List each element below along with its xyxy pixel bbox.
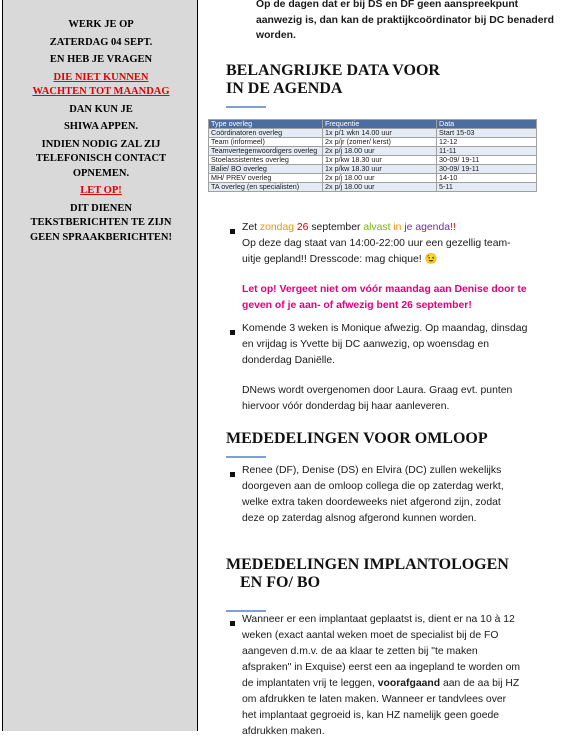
body-line: Wanneer er een implantaat geplaatst is, dient er na 10 à 12 <box>242 614 515 625</box>
body-line: welke extra taken doordeweeks niet afgerond zijn, zodat <box>242 497 501 508</box>
table-row <box>209 183 537 192</box>
table-cell: 30-09/ 19-11 <box>437 165 537 174</box>
agenda-heading-line1: BELANGRIJKE DATA VOOR <box>226 62 440 79</box>
table-cell: Coördinatoren overleg <box>209 129 323 138</box>
bullet-marker <box>230 621 235 626</box>
save-word: zondag <box>259 222 294 233</box>
save-word: Zet <box>242 222 258 233</box>
sidebar-line-warning: WACHTEN TOT MAANDAG <box>32 86 170 97</box>
sidebar-line: ZATERDAG 04 SEPT. <box>49 36 153 48</box>
text-span: aan de aa bij HZ <box>443 678 520 689</box>
omloop-heading: MEDEDELINGEN VOOR OMLOOP <box>226 430 488 447</box>
body-line: en vrijdag is Yvette bij DC aanwezig, op woensdag en <box>242 339 490 350</box>
agenda-table-wrap <box>208 119 537 192</box>
body-line: hiervoor vóór donderdag bij haar aanleveren. <box>242 401 450 412</box>
sidebar-line: EN HEB JE VRAGEN <box>49 54 153 65</box>
bullet-marker <box>230 229 235 234</box>
implant-section-header <box>226 556 509 592</box>
table-cell: Start 15-03 <box>437 129 537 138</box>
agenda-section-header <box>226 62 440 98</box>
sidebar-let-op: LET OP! <box>80 185 122 196</box>
section-divider <box>226 456 266 458</box>
table-cell: Teamvertegenwoordigers overleg <box>209 147 323 156</box>
agenda-table <box>208 119 537 192</box>
implant-heading-line1: MEDEDELINGEN IMPLANTOLOGEN <box>226 556 509 573</box>
sidebar-line: DIT DIENEN <box>70 202 132 214</box>
implant-item <box>242 612 556 740</box>
body-line: Komende 3 weken is Monique afwezig. Op maandag, dinsdag <box>242 323 528 334</box>
body-line: weken (exact aantal weken moet de specialist bij de FO <box>242 630 499 641</box>
intro-block <box>256 0 556 44</box>
save-word: je agenda! <box>404 222 453 233</box>
body-line: afspraken" in Exquise) eerst een aa ingepland te worden om <box>242 662 521 673</box>
sidebar-panel <box>2 0 198 731</box>
body-line: donderdag Daniëlle. <box>242 355 336 366</box>
sidebar-line: INDIEN NODIG ZAL ZIJ <box>41 138 161 150</box>
table-cell: TA overleg (en specialisten) <box>209 183 323 192</box>
implant-heading-line2: EN FO/ BO <box>240 574 321 591</box>
body-line-mixed <box>242 676 556 692</box>
save-word: september <box>311 222 361 233</box>
sidebar-line: GEEN SPRAAKBERICHTEN! <box>29 231 173 243</box>
agenda-heading-line2: IN DE AGENDA <box>226 80 343 97</box>
save-word: ! <box>452 222 456 233</box>
table-header-cell: Type overleg <box>209 120 323 129</box>
table-header-cell: Frequentie <box>323 120 437 129</box>
alert-line: Let op! Vergeet niet om vóór maandag aan Denise door te <box>242 284 527 295</box>
body-line: doorgeven aan de omloop collega die op zaterdag werkt, <box>242 481 504 492</box>
absence-item <box>242 321 556 415</box>
body-line: aangeven d.m.v. de aa klaar te zetten bij "te maken <box>242 646 478 657</box>
table-cell: 1x p/1 wkn 14.00 uur <box>323 129 437 138</box>
body-line: Renee (DF), Denise (DS) en Elvira (DC) zullen wekelijks <box>242 465 502 476</box>
table-cell: 5-11 <box>437 183 537 192</box>
sidebar-line: DAN KUN JE <box>69 103 133 115</box>
table-cell: Stoelassistentes overleg <box>209 156 323 165</box>
omloop-item <box>242 463 556 527</box>
sidebar-line: OPNEMEN. <box>72 167 130 179</box>
table-cell: 2x p/j 18.00 uur <box>323 174 437 183</box>
text-span: de implantaten vrij te leggen, <box>242 678 375 689</box>
body-line: het implantaat gegroeid is, kan HZ namelijk geen goede <box>242 710 500 721</box>
table-cell: MH/ PREV overleg <box>209 174 323 183</box>
section-divider <box>226 106 266 108</box>
table-header-cell: Data <box>437 120 537 129</box>
table-cell: 2x p/j 18.00 uur <box>323 147 437 156</box>
table-cell: 14-10 <box>437 174 537 183</box>
sidebar-notice <box>7 18 195 245</box>
sidebar-line: TELEFONISCH CONTACT <box>35 153 167 164</box>
sidebar-line-warning: DIE NIET KUNNEN <box>53 71 149 83</box>
bullet-marker <box>230 330 235 335</box>
save-word: in <box>393 222 402 233</box>
emphasis-span: voorafgaand <box>377 678 441 689</box>
body-line: om afdrukken te laten maken. Wanneer er tandvlees over <box>242 694 507 705</box>
table-cell: 11-11 <box>437 147 537 156</box>
sidebar-line: WERK JE OP <box>68 19 134 30</box>
table-cell: 2x p/j 18.00 uur <box>323 183 437 192</box>
save-word: alvast <box>363 222 391 233</box>
save-the-date-line <box>242 220 556 236</box>
body-line: uitje gepland!! Dresscode: mag chique! 😉 <box>242 254 438 265</box>
intro-text: Op de dagen dat er bij DS en DF geen aanspreekpunt aanwezig is, dan kan de praktijkcoördinator bij DC benaderd worden. <box>256 0 554 41</box>
team-outing-item <box>242 220 556 314</box>
table-cell: Balie/ BO overleg <box>209 165 323 174</box>
body-line: DNews wordt overgenomen door Laura. Graag evt. punten <box>242 385 513 396</box>
sidebar-line: TEKSTBERICHTEN TE ZIJN <box>30 217 172 228</box>
save-word: 26 <box>296 222 309 233</box>
body-line: Op deze dag staat van 14:00-22:00 uur een gezellig team- <box>242 238 511 249</box>
alert-line: geven of je aan- of afwezig bent 26 september! <box>242 300 472 311</box>
table-cell: 2x p/jr (zomer/ kerst) <box>323 138 437 147</box>
table-cell: 30-09/ 19-11 <box>437 156 537 165</box>
table-cell: 1x p/kw 18.30 uur <box>323 165 437 174</box>
sidebar-line: SHIWA APPEN. <box>63 121 139 132</box>
table-cell: 1x p/kw 18.30 uur <box>323 156 437 165</box>
body-line: afdrukken maken. <box>242 726 325 737</box>
table-cell: 12-12 <box>437 138 537 147</box>
bullet-marker <box>230 472 235 477</box>
table-cell: Team (informeel) <box>209 138 323 147</box>
body-line: deze op zaterdag alsnog afgerond kunnen worden. <box>242 513 477 524</box>
